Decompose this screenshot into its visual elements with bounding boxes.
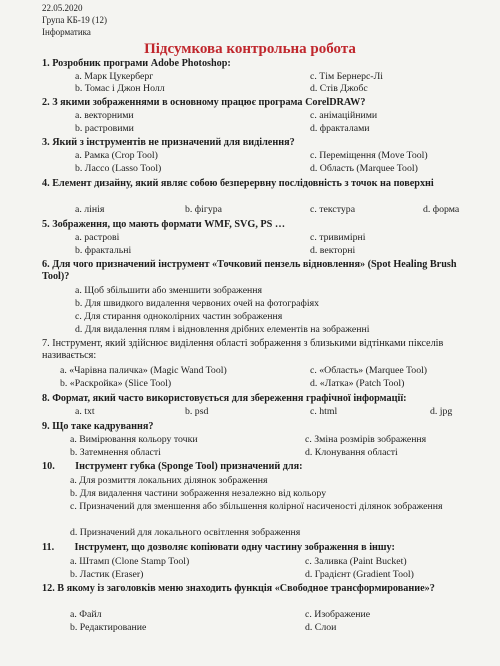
question-1: 1. Розробник програми Adobe Photoshop: <box>42 58 231 69</box>
question-4-option-d: d. форма <box>423 204 460 215</box>
question-6-option-a: a. Щоб збільшити або зменшити зображення <box>75 285 263 296</box>
question-2-option-c: c. анімаційними <box>310 110 378 121</box>
question-3-option-a: a. Рамка (Crop Tool) <box>75 150 158 161</box>
question-12-option-d: d. Слои <box>305 622 337 633</box>
question-5-option-c: c. тривимірні <box>310 232 366 243</box>
question-8-option-a: a. txt <box>75 406 95 417</box>
question-5-option-b: b. фрактальні <box>75 245 132 256</box>
question-2: 2. З якими зображеннями в основному працює програма CorelDRAW? <box>42 97 366 108</box>
question-11-option-d: d. Градієнт (Gradient Tool) <box>305 569 414 580</box>
question-4-option-b: b. фігура <box>185 204 223 215</box>
question-4-option-a: a. лінія <box>75 204 105 215</box>
question-12: 12. В якому із заголовків меню знаходить функція «Свободное трансформирование»? <box>42 583 435 594</box>
question-10-option-a: a. Для розмиття локальних ділянок зображення <box>70 475 268 486</box>
question-3-option-d: d. Область (Marquee Tool) <box>310 163 418 174</box>
question-9-option-d: d. Клонування області <box>305 447 398 458</box>
question-5-option-d: d. векторні <box>310 245 356 256</box>
question-7-option-c: c. «Область» (Marquee Tool) <box>310 365 428 376</box>
question-5-option-a: a. растрові <box>75 232 120 243</box>
question-8: 8. Формат, який часто використовується для збереження графічної інформації: <box>42 393 407 404</box>
question-9-option-c: c. Зміна розмірів зображення <box>305 434 427 445</box>
question-6-option-b: b. Для швидкого видалення червоних очей на фотографіях <box>75 298 319 309</box>
question-2-option-b: b. растровими <box>75 123 134 134</box>
question-11-option-b: b. Ластик (Eraser) <box>70 569 144 580</box>
question-10-option-b: b. Для видалення частини зображення незалежно від кольору <box>70 488 327 499</box>
question-1-option-b: b. Томас і Джон Нолл <box>75 83 165 94</box>
question-9: 9. Що таке кадрування? <box>42 421 154 432</box>
question-10-option-c: c. Призначений для зменшення або збільшення колірної насиченості ділянок зображення <box>70 501 443 512</box>
question-6-option-d: d. Для видалення плям і відновлення дрібних елементів на зображенні <box>75 324 370 335</box>
question-1-option-a: a. Марк Цукерберг <box>75 71 154 82</box>
question-10-option-d: d. Призначений для локального освітлення зображення <box>70 527 301 538</box>
question-7: 7. Інструмент, який здійснює виділення області зображення з близькими відтінками пікселів називається: <box>42 338 444 361</box>
question-4: 4. Елемент дизайну, який являє собою безперервну послідовність з точок на поверхні <box>42 178 434 189</box>
question-9-option-a: a. Вимірювання кольору точки <box>70 434 198 445</box>
question-8-option-b: b. psd <box>185 406 209 417</box>
question-8-option-d: d. jpg <box>430 406 453 417</box>
header-group: Група КБ-19 (12) <box>42 15 107 25</box>
header-subject: Інформатика <box>42 27 91 37</box>
question-11: 11. Інструмент, що дозволяє копіювати одну частину зображення в іншу: <box>42 542 395 553</box>
question-11-option-c: c. Заливка (Paint Bucket) <box>305 556 407 567</box>
question-3: 3. Який з інструментів не призначений для виділення? <box>42 137 295 148</box>
question-6-option-c: c. Для стирання одноколірних частин зображення <box>75 311 283 322</box>
header-date: 22.05.2020 <box>42 3 83 13</box>
question-9-option-b: b. Затемнення області <box>70 447 161 458</box>
question-4-option-c: c. текстура <box>310 204 356 215</box>
question-7-option-d: d. «Латка» (Patch Tool) <box>310 378 405 389</box>
question-2-option-d: d. фракталами <box>310 123 370 134</box>
question-12-option-c: c. Изображение <box>305 609 371 620</box>
question-5: 5. Зображення, що мають формати WMF, SVG, PS … <box>42 219 286 230</box>
question-11-option-a: a. Штамп (Clone Stamp Tool) <box>70 556 190 567</box>
question-12-option-a: a. Файл <box>70 609 102 620</box>
question-3-option-b: b. Лассо (Lasso Tool) <box>75 163 162 174</box>
question-2-option-a: a. векторними <box>75 110 134 121</box>
question-6: 6. Для чого призначений інструмент «Точковий пензель відновлення» (Spot Healing Brush Tool)? <box>42 259 457 282</box>
question-1-option-c: c. Тім Бернерс-Лі <box>310 71 383 82</box>
question-7-option-b: b. «Раскройка» (Slice Tool) <box>60 378 172 389</box>
page-title: Підсумкова контрольна робота <box>144 41 356 57</box>
question-3-option-c: c. Переміщення (Move Tool) <box>310 150 428 161</box>
question-10: 10. Інструмент губка (Sponge Tool) призначений для: <box>42 461 303 472</box>
question-12-option-b: b. Редактирование <box>70 622 147 633</box>
question-8-option-c: c. html <box>310 406 338 417</box>
question-1-option-d: d. Стів Джобс <box>310 83 368 94</box>
question-7-option-a: a. «Чарівна паличка» (Magic Wand Tool) <box>60 365 227 376</box>
